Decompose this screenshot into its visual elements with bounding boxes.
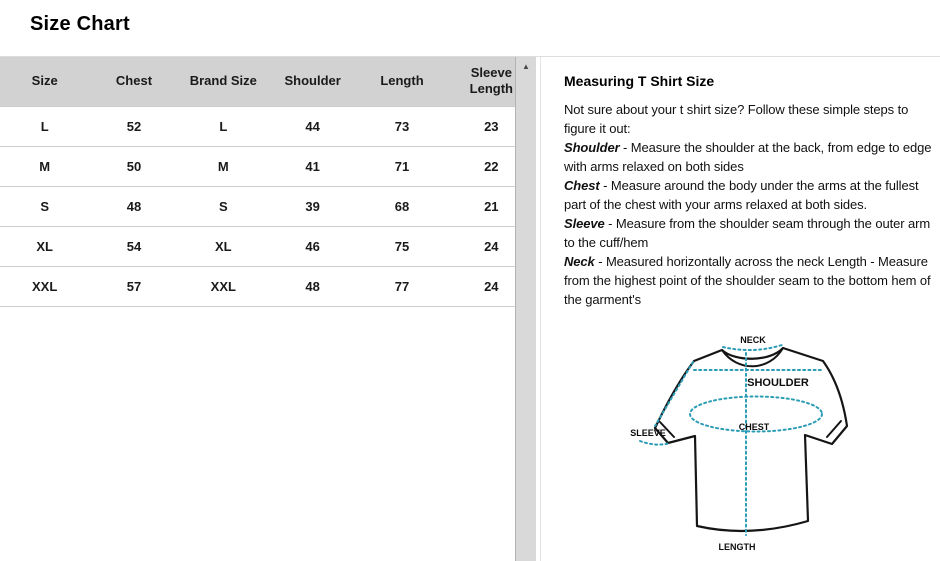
term-chest: Chest — [564, 178, 600, 193]
neck-measure-line — [723, 345, 782, 350]
table-cell: 22 — [447, 146, 536, 186]
size-chart-table — [0, 57, 536, 307]
col-header-sleeve-length: Sleeve Length — [447, 57, 536, 106]
desc-sleeve: - Measure from the shoulder seam through the outer arm to the cuff/hem — [564, 216, 931, 250]
guide-item-neck — [564, 252, 936, 309]
neck-label: NECK — [740, 335, 766, 345]
guide-text — [564, 100, 936, 309]
table-cell: 44 — [268, 106, 357, 146]
desc-shoulder: - Measure the shoulder at the back, from edge to edge with arms relaxed on both sides — [564, 140, 932, 174]
guide-item-chest — [564, 176, 936, 214]
table-header-row — [0, 57, 536, 106]
table-cell: 68 — [357, 186, 446, 226]
table-cell: XL — [0, 226, 89, 266]
measuring-guide-panel — [540, 57, 940, 561]
desc-neck: - Measured horizontally across the neck Length - Measure from the highest point of the shoulder seam to the bottom hem of the garment's — [564, 254, 931, 307]
table-cell: 46 — [268, 226, 357, 266]
table-cell: L — [179, 106, 268, 146]
guide-item-shoulder — [564, 138, 936, 176]
table-cell: 48 — [268, 266, 357, 306]
table-cell: S — [0, 186, 89, 226]
table-cell: 21 — [447, 186, 536, 226]
col-header-brand-size: Brand Size — [179, 57, 268, 106]
table-header — [0, 57, 536, 106]
table-cell: M — [0, 146, 89, 186]
col-header-shoulder: Shoulder — [268, 57, 357, 106]
table-cell: 57 — [89, 266, 178, 306]
table-cell: 71 — [357, 146, 446, 186]
table-cell: 39 — [268, 186, 357, 226]
scroll-up-button[interactable] — [516, 59, 536, 75]
table-cell: XXL — [179, 266, 268, 306]
page-title: Size Chart — [30, 13, 130, 35]
table-cell: 23 — [447, 106, 536, 146]
table-cell: S — [179, 186, 268, 226]
length-label: LENGTH — [718, 542, 756, 552]
shoulder-label: SHOULDER — [747, 377, 809, 389]
table-cell: 41 — [268, 146, 357, 186]
table-cell: 54 — [89, 226, 178, 266]
table-cell: L — [0, 106, 89, 146]
term-shoulder: Shoulder — [564, 140, 620, 155]
table-row — [0, 226, 536, 266]
table-cell: 75 — [357, 226, 446, 266]
guide-heading: Measuring T Shirt Size — [564, 73, 715, 89]
term-neck: Neck — [564, 254, 595, 269]
table-cell: 24 — [447, 266, 536, 306]
desc-chest: - Measure around the body under the arms at the fullest part of the chest with your arms relaxed at both sides. — [564, 178, 919, 212]
tshirt-diagram-svg — [610, 331, 940, 557]
table-cell: 24 — [447, 226, 536, 266]
chest-label: CHEST — [738, 422, 770, 432]
table-cell: M — [179, 146, 268, 186]
table-cell: XL — [179, 226, 268, 266]
table-row — [0, 266, 536, 306]
table-cell: 50 — [89, 146, 178, 186]
col-header-size: Size — [0, 57, 89, 106]
table-row — [0, 106, 536, 146]
term-sleeve: Sleeve — [564, 216, 605, 231]
sleeve-label: SLEEVE — [630, 428, 666, 438]
tshirt-measuring-diagram — [610, 331, 940, 557]
table-cell: 73 — [357, 106, 446, 146]
guide-item-sleeve — [564, 214, 936, 252]
guide-intro: Not sure about your t shirt size? Follow these simple steps to figure it out: — [564, 102, 909, 136]
col-header-length: Length — [357, 57, 446, 106]
tshirt-outline — [655, 348, 847, 531]
table-row — [0, 186, 536, 226]
table-row — [0, 146, 536, 186]
size-table-panel — [0, 57, 536, 561]
col-header-chest: Chest — [89, 57, 178, 106]
table-cell: 77 — [357, 266, 446, 306]
table-scrollbar[interactable] — [515, 57, 536, 561]
table-cell: 48 — [89, 186, 178, 226]
table-cell: XXL — [0, 266, 89, 306]
chevron-up-icon: ▲ — [522, 62, 530, 71]
table-cell: 52 — [89, 106, 178, 146]
